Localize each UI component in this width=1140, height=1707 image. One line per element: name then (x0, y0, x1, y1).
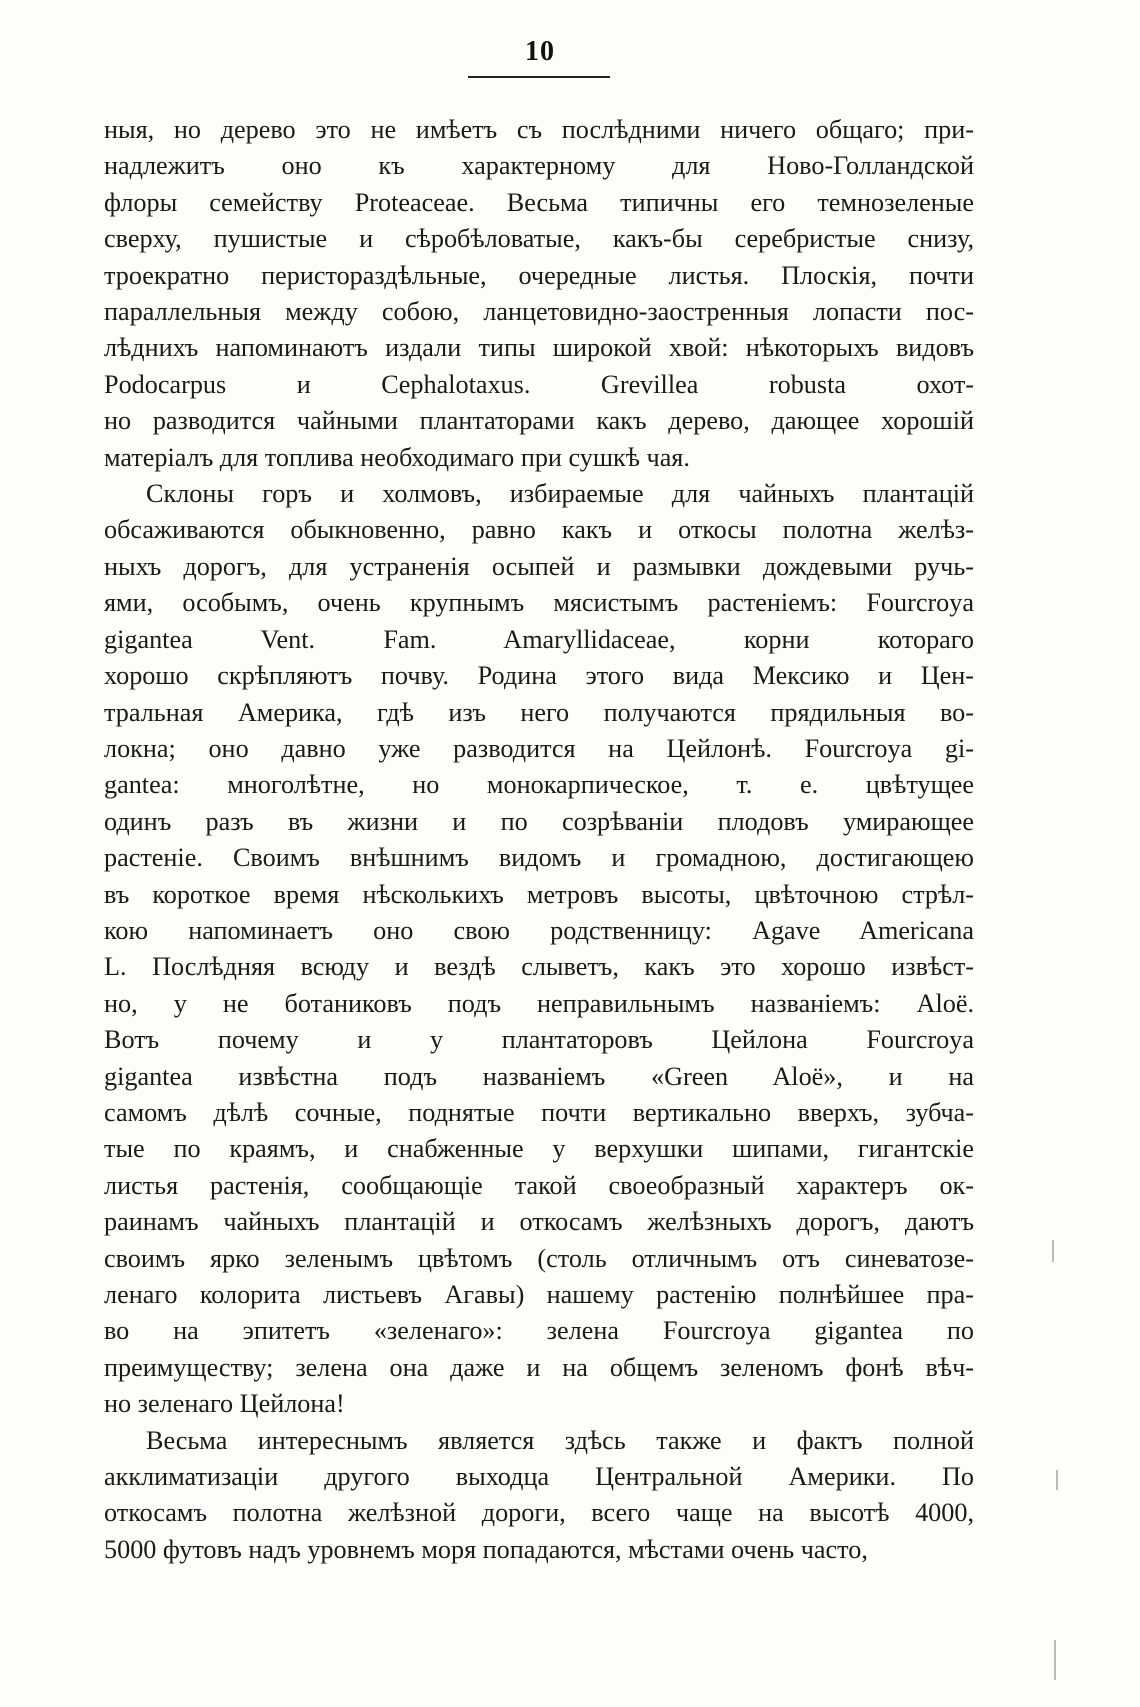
text-line: хорошо скрѣпляютъ почву. Родина этого вида Мексико и Цен- (104, 661, 974, 691)
text-line: своимъ ярко зеленымъ цвѣтомъ (столь отличнымъ отъ синеватозе- (104, 1243, 974, 1273)
text-line: обсаживаются обыкновенно, равно какъ и откосы полотна желѣз- (104, 515, 974, 545)
paragraph (104, 1423, 974, 1569)
text-line: gantea: многолѣтне, но монокарпическое, т. е. цвѣтущее (104, 770, 974, 800)
text-line: локна; оно давно уже разводится на Цейлонѣ. Fourcroya gi- (104, 733, 974, 763)
text-line: ленаго колорита листьевъ Агавы) нашему растенiю полнѣйшее пра- (104, 1280, 974, 1309)
text-line: троекратно перистораздѣльные, очередные листья. Плоскiя, почти (104, 260, 974, 290)
text-line: но, у не ботаниковъ подъ неправильнымъ названiемъ: Aloё. (104, 988, 974, 1018)
text-line: gigantea Vent. Fam. Amaryllidaceae, корни котораго (104, 624, 974, 654)
text-line: листья растенiя, сообщающiе такой своеобразный характеръ ок- (104, 1170, 974, 1200)
scan-margin-mark (1054, 1640, 1056, 1680)
text-line: во на эпитетъ «зеленаго»: зелена Fourcroya gigantea по (104, 1316, 974, 1346)
text-line: ныя, но дерево это не имѣетъ съ послѣдними ничего общаго; при- (104, 115, 974, 144)
text-line: въ короткое время нѣсколькихъ метровъ высоты, цвѣточною стрѣл- (104, 879, 974, 909)
text-line: самомъ дѣлѣ сочные, поднятые почти вертикально вверхъ, зубча- (104, 1097, 974, 1127)
text-line: преимуществу; зелена она даже и на общемъ зеленомъ фонѣ вѣч- (104, 1352, 974, 1382)
text-line: ныхъ дорогъ, для устраненiя осыпей и размывки дождевыми ручь- (104, 551, 974, 581)
text-line: Весьма интереснымъ является здѣсь также и фактъ полной (146, 1425, 974, 1455)
text-line: акклиматизацiи другого выходца Центральной Америки. По (104, 1462, 974, 1492)
text-line: сверху, пушистые и сѣробѣловатые, какъ-бы серебристые снизу, (104, 224, 974, 254)
text-line: но зеленаго Цейлона! (104, 1389, 345, 1419)
text-line: параллельныя между собою, ланцетовидно-заостренныя лопасти пос- (104, 297, 974, 327)
page-number: 10 (525, 36, 555, 67)
paragraph (104, 476, 974, 1423)
text-line: Podocarpus и Cephalotaxus. Grevillea robusta охот- (104, 369, 974, 399)
text-line: Вотъ почему и у плантаторовъ Цейлона Fourcroya (104, 1025, 974, 1055)
body-text (104, 112, 974, 1568)
text-line: одинъ разъ въ жизни и по созрѣванiи плодовъ умирающее (104, 806, 974, 836)
text-line: gigantea извѣстна подъ названiемъ «Green Aloё», и на (104, 1061, 974, 1091)
text-line: кою напоминаетъ оно свою родственницу: Agave Americana (104, 915, 974, 945)
text-line: ями, особымъ, очень крупнымъ мясистымъ растенiемъ: Fourcroya (104, 588, 974, 618)
paragraph (104, 112, 974, 476)
text-line: надлежитъ оно къ характерному для Ново-Голландской (104, 151, 974, 181)
text-line: Склоны горъ и холмовъ, избираемые для чайныхъ плантацiй (146, 479, 974, 509)
text-line: L. Послѣдняя всюду и вездѣ слыветъ, какъ это хорошо извѣст- (104, 952, 974, 982)
text-line: 5000 футовъ надъ уровнемъ моря попадаются, мѣстами очень часто, (104, 1534, 868, 1564)
text-line: раинамъ чайныхъ плантацiй и откосамъ желѣзныхъ дорогъ, даютъ (104, 1207, 974, 1237)
text-line: тые по краямъ, и снабженные у верхушки шипами, гигантскiе (104, 1134, 974, 1164)
text-line: матерiалъ для топлива необходимаго при сушкѣ чая. (104, 442, 690, 472)
text-line: тральная Америка, гдѣ изъ него получаются прядильныя во- (104, 697, 974, 727)
header-rule (468, 76, 610, 78)
scan-margin-mark (1056, 1470, 1058, 1490)
text-line: флоры семейству Proteaceae. Весьма типичны его темнозеленые (104, 187, 974, 217)
text-line: растенiе. Своимъ внѣшнимъ видомъ и громадною, достигающею (104, 843, 974, 873)
text-line: лѣднихъ напоминаютъ издали типы широкой хвой: нѣкоторыхъ видовъ (104, 333, 974, 363)
text-line: но разводится чайными плантаторами какъ дерево, дающее хорошiй (104, 406, 974, 436)
text-line: откосамъ полотна желѣзной дороги, всего чаще на высотѣ 4000, (104, 1498, 974, 1528)
scan-margin-mark (1052, 1240, 1054, 1262)
